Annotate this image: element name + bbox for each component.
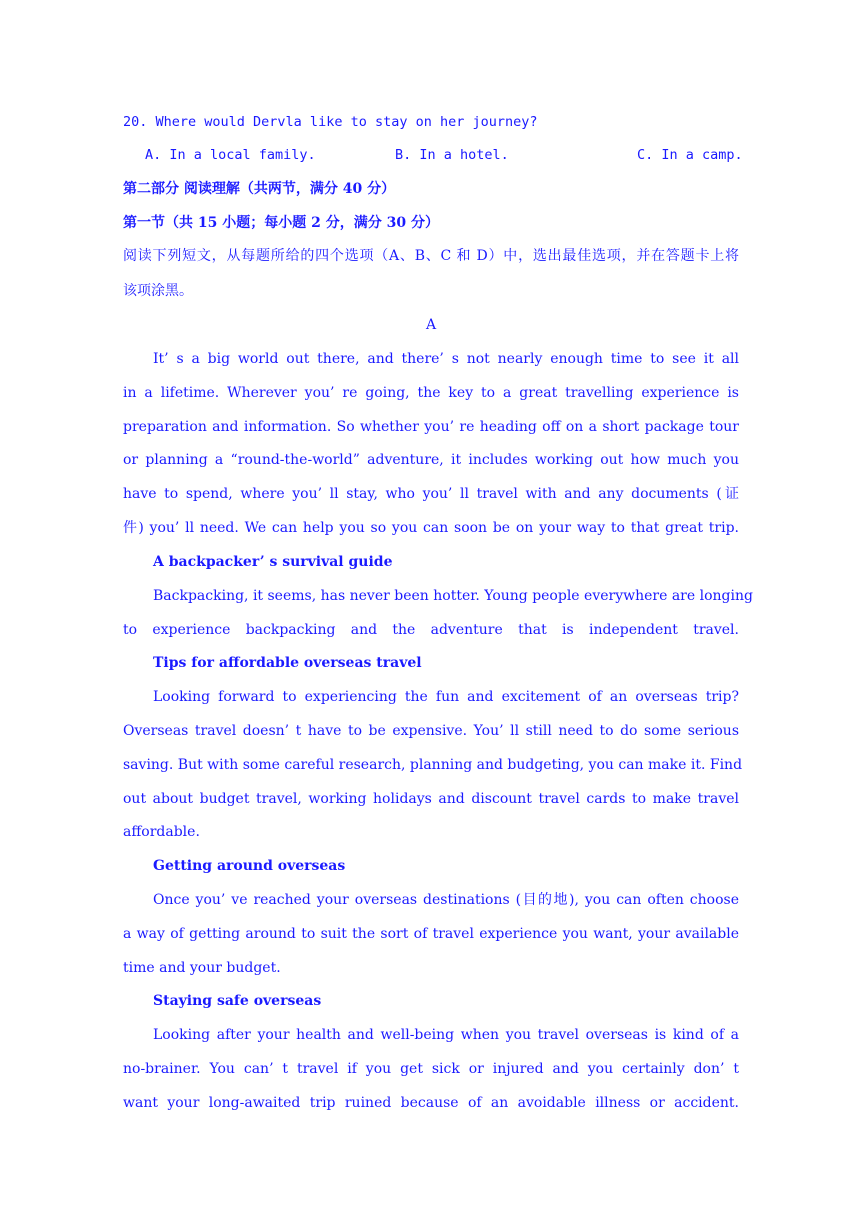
section-line: affordable. xyxy=(123,824,200,840)
intro-line-6: 件) you’ ll need. We can help you so you can soon be on your way to that great trip. xyxy=(123,520,739,536)
intro-line-4: or planning a “round-the-world” adventure, it includes working out how much you xyxy=(123,452,739,468)
intro-line-3: preparation and information. So whether you’ re heading off on a short package tour xyxy=(123,419,739,435)
section-line: time and your budget. xyxy=(123,960,281,976)
section-line: Overseas travel doesn’ t have to be expensive. You’ ll still need to do some serious xyxy=(123,723,739,739)
question-stem: 20. Where would Dervla like to stay on her journey? xyxy=(123,114,538,130)
option-c: C. In a camp. xyxy=(637,147,743,163)
section-line: Looking after your health and well-being when you travel overseas is kind of a xyxy=(153,1027,739,1043)
section-line: no-brainer. You can’ t travel if you get sick or injured and you certainly don’ t xyxy=(123,1061,739,1077)
intro-line-2: in a lifetime. Wherever you’ re going, the key to a great travelling experience is xyxy=(123,385,739,401)
section-line: to experience backpacking and the adventure that is independent travel. xyxy=(123,622,739,638)
section-line: Once you’ ve reached your overseas destinations (目的地), you can often choose xyxy=(153,892,739,908)
section1-title: 第一节（共 15 小题；每小题 2 分，满分 30 分） xyxy=(123,215,439,231)
passage-label: A xyxy=(425,317,437,333)
section-heading: Getting around overseas xyxy=(153,858,346,874)
section-heading: Tips for affordable overseas travel xyxy=(153,655,422,671)
section-line: want your long-awaited trip ruined because of an avoidable illness or accident. xyxy=(123,1095,739,1111)
section-line: Looking forward to experiencing the fun and excitement of an overseas trip? xyxy=(153,689,739,705)
section-line: out about budget travel, working holidays and discount travel cards to make travel xyxy=(123,791,739,807)
part2-title: 第二部分 阅读理解（共两节，满分 40 分） xyxy=(123,181,396,197)
section-heading: A backpacker’ s survival guide xyxy=(153,554,393,570)
intro-line-5: have to spend, where you’ ll stay, who you’ ll travel with and any documents (证 xyxy=(123,486,739,502)
section-line: Backpacking, it seems, has never been hotter. Young people everywhere are longing xyxy=(153,588,753,604)
section-line: saving. But with some careful research, planning and budgeting, you can make it. Find xyxy=(123,757,743,773)
option-a: A. In a local family. xyxy=(145,147,316,163)
instructions-line-1: 阅读下列短文，从每题所给的四个选项（A、B、C 和 D）中，选出最佳选项，并在答题卡上将 xyxy=(123,248,739,264)
instructions-line-2: 该项涂黑。 xyxy=(123,283,193,299)
option-b: B. In a hotel. xyxy=(395,147,509,163)
intro-line-1: It’ s a big world out there, and there’ s not nearly enough time to see it all xyxy=(153,351,739,367)
section-heading: Staying safe overseas xyxy=(153,993,322,1009)
section-line: a way of getting around to suit the sort of travel experience you want, your available xyxy=(123,926,739,942)
